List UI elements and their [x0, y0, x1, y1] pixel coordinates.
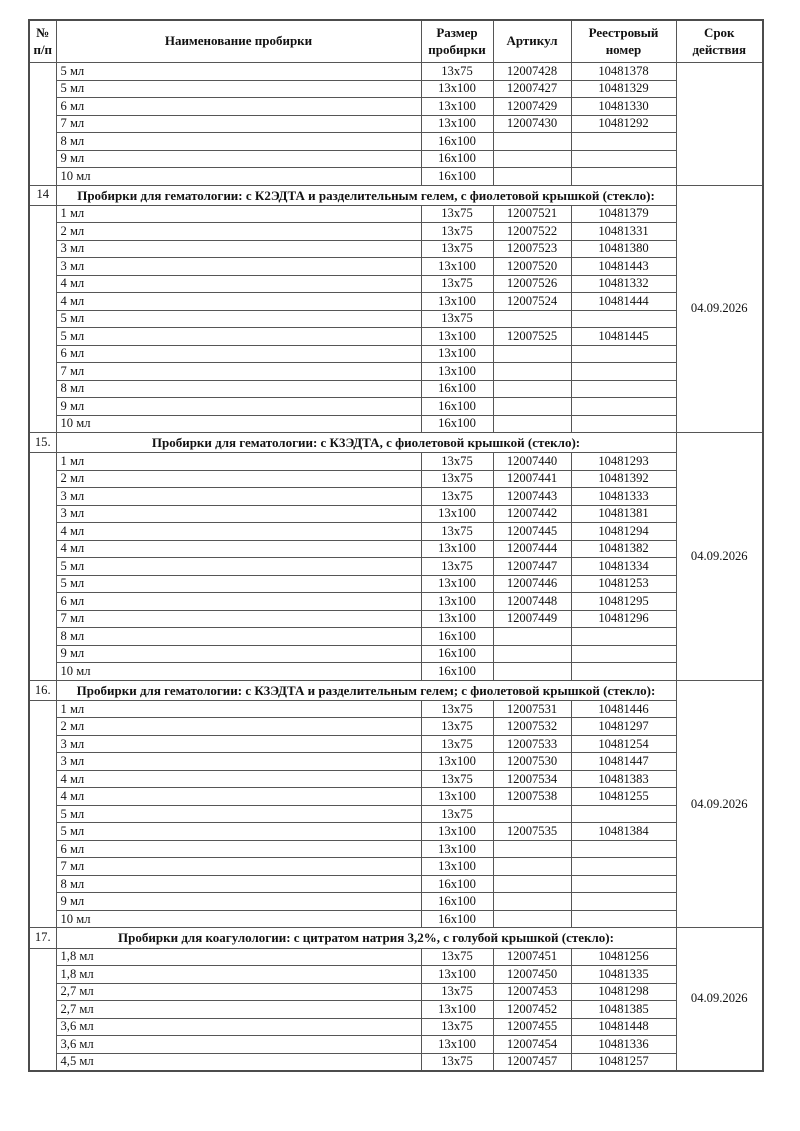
- tube-volume: 1 мл: [56, 453, 421, 471]
- registry-number: [571, 858, 676, 876]
- tube-volume: 4 мл: [56, 788, 421, 806]
- tube-volume: 5 мл: [56, 310, 421, 328]
- registry-number: 10481330: [571, 98, 676, 116]
- tube-volume: 1,8 мл: [56, 948, 421, 966]
- tube-size: 13x75: [421, 488, 493, 506]
- registry-number: [571, 893, 676, 911]
- column-header-expiry: Срок действия: [676, 20, 763, 63]
- tube-volume: 7 мл: [56, 363, 421, 381]
- article-number: [493, 840, 571, 858]
- table-row: [29, 1018, 763, 1036]
- section-title: Пробирки для гематологии: с К3ЭДТА и разделительным гелем; с фиолетовой крышкой (стекло):: [56, 680, 676, 700]
- article-number: [493, 363, 571, 381]
- registry-number: 10481292: [571, 115, 676, 133]
- table-row: [29, 150, 763, 168]
- tube-size: 16x100: [421, 380, 493, 398]
- tube-size: 16x100: [421, 150, 493, 168]
- tube-volume: 10 мл: [56, 415, 421, 433]
- table-row: [29, 645, 763, 663]
- article-number: 12007531: [493, 700, 571, 718]
- registry-number: 10481443: [571, 258, 676, 276]
- table-row: [29, 910, 763, 928]
- table-header-row: [29, 20, 763, 63]
- table-row: [29, 293, 763, 311]
- tube-volume: 10 мл: [56, 663, 421, 681]
- article-number: [493, 645, 571, 663]
- tube-size: 13x100: [421, 345, 493, 363]
- tube-size: 13x100: [421, 540, 493, 558]
- tube-volume: 4 мл: [56, 770, 421, 788]
- tube-size: 13x100: [421, 840, 493, 858]
- table-row: [29, 893, 763, 911]
- registry-number: [571, 910, 676, 928]
- registry-number: 10481392: [571, 470, 676, 488]
- tube-volume: 4 мл: [56, 523, 421, 541]
- table-row: [29, 805, 763, 823]
- table-row: [29, 115, 763, 133]
- table-row: [29, 610, 763, 628]
- tube-size: 13x100: [421, 98, 493, 116]
- expiry-date: 04.09.2026: [676, 680, 763, 928]
- tube-size: 16x100: [421, 398, 493, 416]
- table-row: [29, 380, 763, 398]
- article-number: [493, 398, 571, 416]
- tube-size: 16x100: [421, 875, 493, 893]
- article-number: 12007521: [493, 205, 571, 223]
- registry-number: 10481255: [571, 788, 676, 806]
- tube-size: 13x100: [421, 293, 493, 311]
- article-number: 12007447: [493, 558, 571, 576]
- tube-volume: 9 мл: [56, 150, 421, 168]
- table-row: [29, 1053, 763, 1071]
- registry-number: 10481382: [571, 540, 676, 558]
- tube-volume: 8 мл: [56, 380, 421, 398]
- section-number: 17.: [29, 928, 56, 948]
- article-number: 12007457: [493, 1053, 571, 1071]
- table-row: [29, 205, 763, 223]
- registry-number: [571, 168, 676, 186]
- registry-number: 10481331: [571, 223, 676, 241]
- tube-size: 13x75: [421, 805, 493, 823]
- registry-number: 10481295: [571, 593, 676, 611]
- tube-volume: 3 мл: [56, 240, 421, 258]
- article-number: [493, 310, 571, 328]
- tube-volume: 8 мл: [56, 875, 421, 893]
- tube-size: 13x100: [421, 593, 493, 611]
- registry-number: 10481445: [571, 328, 676, 346]
- registry-number: [571, 345, 676, 363]
- registry-number: 10481448: [571, 1018, 676, 1036]
- section-header-row: [29, 433, 763, 453]
- tube-volume: 5 мл: [56, 558, 421, 576]
- table-row: [29, 398, 763, 416]
- registry-number: 10481335: [571, 966, 676, 984]
- table-row: [29, 983, 763, 1001]
- registry-number: 10481384: [571, 823, 676, 841]
- table-row: [29, 628, 763, 646]
- table-row: [29, 223, 763, 241]
- table-row: [29, 363, 763, 381]
- article-number: [493, 875, 571, 893]
- table-row: [29, 345, 763, 363]
- article-number: [493, 628, 571, 646]
- registry-number: 10481378: [571, 63, 676, 81]
- registry-number: [571, 875, 676, 893]
- article-number: [493, 858, 571, 876]
- article-number: 12007533: [493, 735, 571, 753]
- table-row: [29, 558, 763, 576]
- article-number: 12007452: [493, 1001, 571, 1019]
- table-row: [29, 875, 763, 893]
- table-row: [29, 700, 763, 718]
- registry-number: 10481379: [571, 205, 676, 223]
- registry-number: 10481385: [571, 1001, 676, 1019]
- registry-number: 10481329: [571, 80, 676, 98]
- column-header-registry: Реестровый номер: [571, 20, 676, 63]
- tube-volume: 5 мл: [56, 805, 421, 823]
- registry-number: 10481336: [571, 1036, 676, 1054]
- table-row: [29, 523, 763, 541]
- article-number: [493, 805, 571, 823]
- tube-volume: 6 мл: [56, 593, 421, 611]
- registry-number: [571, 380, 676, 398]
- article-number: 12007453: [493, 983, 571, 1001]
- tube-size: 13x100: [421, 823, 493, 841]
- tube-size: 13x75: [421, 453, 493, 471]
- tube-size: 13x100: [421, 575, 493, 593]
- tube-size: 16x100: [421, 910, 493, 928]
- column-header-size: Размер пробирки: [421, 20, 493, 63]
- tubes-registry-table: [28, 19, 764, 1072]
- table-row: [29, 540, 763, 558]
- article-number: [493, 415, 571, 433]
- table-row: [29, 753, 763, 771]
- registry-number: 10481381: [571, 505, 676, 523]
- tube-table-body: [29, 63, 763, 1071]
- tube-size: 13x100: [421, 328, 493, 346]
- article-number: 12007427: [493, 80, 571, 98]
- tube-size: 13x75: [421, 240, 493, 258]
- tube-volume: 3,6 мл: [56, 1036, 421, 1054]
- article-number: 12007441: [493, 470, 571, 488]
- table-row: [29, 593, 763, 611]
- section-number: 14: [29, 185, 56, 205]
- table-row: [29, 80, 763, 98]
- article-number: 12007526: [493, 275, 571, 293]
- table-row: [29, 240, 763, 258]
- tube-volume: 7 мл: [56, 610, 421, 628]
- section-title: Пробирки для коагулологии: с цитратом натрия 3,2%, с голубой крышкой (стекло):: [56, 928, 676, 948]
- section-number: 16.: [29, 680, 56, 700]
- tube-size: 13x75: [421, 718, 493, 736]
- article-number: 12007445: [493, 523, 571, 541]
- article-number: 12007449: [493, 610, 571, 628]
- tube-size: 13x75: [421, 770, 493, 788]
- table-row: [29, 63, 763, 81]
- tube-size: 13x100: [421, 363, 493, 381]
- tube-size: 13x100: [421, 858, 493, 876]
- table-row: [29, 168, 763, 186]
- tube-size: 13x75: [421, 983, 493, 1001]
- tube-volume: 8 мл: [56, 133, 421, 151]
- article-number: 12007450: [493, 966, 571, 984]
- table-row: [29, 858, 763, 876]
- tube-volume: 2 мл: [56, 718, 421, 736]
- tube-size: 13x75: [421, 63, 493, 81]
- article-number: [493, 345, 571, 363]
- tube-size: 13x75: [421, 735, 493, 753]
- tube-volume: 5 мл: [56, 63, 421, 81]
- table-row: [29, 966, 763, 984]
- registry-number: 10481256: [571, 948, 676, 966]
- table-row: [29, 453, 763, 471]
- article-number: [493, 663, 571, 681]
- registry-number: 10481334: [571, 558, 676, 576]
- tube-size: 16x100: [421, 628, 493, 646]
- registry-number: 10481380: [571, 240, 676, 258]
- tube-volume: 1,8 мл: [56, 966, 421, 984]
- tube-volume: 8 мл: [56, 628, 421, 646]
- tube-size: 13x75: [421, 1053, 493, 1071]
- table-row: [29, 470, 763, 488]
- tube-volume: 4 мл: [56, 540, 421, 558]
- article-number: 12007520: [493, 258, 571, 276]
- expiry-date: 04.09.2026: [676, 928, 763, 1071]
- article-number: [493, 910, 571, 928]
- table-row: [29, 788, 763, 806]
- table-row: [29, 735, 763, 753]
- registry-number: 10481294: [571, 523, 676, 541]
- table-row: [29, 505, 763, 523]
- tube-size: 16x100: [421, 663, 493, 681]
- tube-volume: 3 мл: [56, 258, 421, 276]
- article-number: [493, 893, 571, 911]
- article-number: 12007448: [493, 593, 571, 611]
- tube-size: 13x100: [421, 1001, 493, 1019]
- registry-number: [571, 840, 676, 858]
- table-row: [29, 328, 763, 346]
- tube-volume: 6 мл: [56, 98, 421, 116]
- tube-size: 13x75: [421, 558, 493, 576]
- registry-number: 10481253: [571, 575, 676, 593]
- tube-size: 13x75: [421, 523, 493, 541]
- registry-number: 10481298: [571, 983, 676, 1001]
- tube-size: 13x100: [421, 80, 493, 98]
- article-number: 12007451: [493, 948, 571, 966]
- table-row: [29, 575, 763, 593]
- section-header-row: [29, 680, 763, 700]
- table-row: [29, 840, 763, 858]
- expiry-date: [676, 63, 763, 186]
- row-number-space: [29, 205, 56, 433]
- registry-number: 10481444: [571, 293, 676, 311]
- registry-number: [571, 663, 676, 681]
- column-header-article: Артикул: [493, 20, 571, 63]
- table-row: [29, 1001, 763, 1019]
- registry-number: [571, 645, 676, 663]
- row-number-space: [29, 63, 56, 186]
- tube-volume: 7 мл: [56, 858, 421, 876]
- registry-number: 10481296: [571, 610, 676, 628]
- tube-size: 16x100: [421, 645, 493, 663]
- article-number: 12007443: [493, 488, 571, 506]
- tube-size: 16x100: [421, 133, 493, 151]
- article-number: [493, 150, 571, 168]
- tube-volume: 10 мл: [56, 168, 421, 186]
- tube-size: 13x75: [421, 275, 493, 293]
- tube-volume: 9 мл: [56, 398, 421, 416]
- tube-volume: 4 мл: [56, 275, 421, 293]
- article-number: 12007534: [493, 770, 571, 788]
- tube-volume: 10 мл: [56, 910, 421, 928]
- tube-size: 13x100: [421, 788, 493, 806]
- tube-volume: 2 мл: [56, 223, 421, 241]
- tube-volume: 3 мл: [56, 505, 421, 523]
- registry-number: [571, 628, 676, 646]
- tube-size: 16x100: [421, 893, 493, 911]
- article-number: 12007444: [493, 540, 571, 558]
- tube-volume: 3,6 мл: [56, 1018, 421, 1036]
- tube-size: 16x100: [421, 415, 493, 433]
- column-header-name: Наименование пробирки: [56, 20, 421, 63]
- table-row: [29, 275, 763, 293]
- table-row: [29, 718, 763, 736]
- expiry-date: 04.09.2026: [676, 433, 763, 681]
- tube-size: 16x100: [421, 168, 493, 186]
- table-row: [29, 770, 763, 788]
- tube-size: 13x100: [421, 610, 493, 628]
- registry-number: [571, 133, 676, 151]
- registry-number: [571, 805, 676, 823]
- article-number: 12007530: [493, 753, 571, 771]
- article-number: 12007454: [493, 1036, 571, 1054]
- article-number: 12007429: [493, 98, 571, 116]
- registry-number: [571, 415, 676, 433]
- article-number: 12007428: [493, 63, 571, 81]
- tube-volume: 9 мл: [56, 645, 421, 663]
- article-number: 12007446: [493, 575, 571, 593]
- tube-volume: 5 мл: [56, 575, 421, 593]
- article-number: [493, 133, 571, 151]
- registry-number: 10481257: [571, 1053, 676, 1071]
- section-number: 15.: [29, 433, 56, 453]
- tube-size: 13x75: [421, 310, 493, 328]
- tube-volume: 6 мл: [56, 840, 421, 858]
- expiry-date: 04.09.2026: [676, 185, 763, 433]
- tube-size: 13x100: [421, 753, 493, 771]
- section-header-row: [29, 185, 763, 205]
- registry-number: 10481333: [571, 488, 676, 506]
- row-number-space: [29, 948, 56, 1071]
- tube-volume: 2 мл: [56, 470, 421, 488]
- tube-volume: 3 мл: [56, 735, 421, 753]
- tube-size: 13x75: [421, 205, 493, 223]
- registry-number: [571, 310, 676, 328]
- table-row: [29, 258, 763, 276]
- table-row: [29, 823, 763, 841]
- column-header-index: № п/п: [29, 20, 56, 63]
- registry-number: 10481447: [571, 753, 676, 771]
- section-title: Пробирки для гематологии: с К3ЭДТА, с фиолетовой крышкой (стекло):: [56, 433, 676, 453]
- article-number: 12007440: [493, 453, 571, 471]
- tube-volume: 5 мл: [56, 80, 421, 98]
- tube-size: 13x75: [421, 948, 493, 966]
- article-number: 12007455: [493, 1018, 571, 1036]
- article-number: 12007525: [493, 328, 571, 346]
- registry-number: 10481446: [571, 700, 676, 718]
- article-number: 12007538: [493, 788, 571, 806]
- tube-size: 13x75: [421, 700, 493, 718]
- table-row: [29, 488, 763, 506]
- registry-number: 10481293: [571, 453, 676, 471]
- tube-volume: 7 мл: [56, 115, 421, 133]
- article-number: [493, 168, 571, 186]
- table-row: [29, 310, 763, 328]
- tube-volume: 3 мл: [56, 753, 421, 771]
- article-number: 12007442: [493, 505, 571, 523]
- tube-volume: 6 мл: [56, 345, 421, 363]
- tube-size: 13x75: [421, 1018, 493, 1036]
- table-row: [29, 133, 763, 151]
- article-number: [493, 380, 571, 398]
- table-row: [29, 663, 763, 681]
- tube-volume: 5 мл: [56, 823, 421, 841]
- tube-size: 13x75: [421, 470, 493, 488]
- tube-volume: 1 мл: [56, 205, 421, 223]
- tube-size: 13x100: [421, 258, 493, 276]
- registry-number: 10481297: [571, 718, 676, 736]
- tube-volume: 9 мл: [56, 893, 421, 911]
- tube-volume: 2,7 мл: [56, 1001, 421, 1019]
- section-header-row: [29, 928, 763, 948]
- article-number: 12007430: [493, 115, 571, 133]
- registry-number: 10481254: [571, 735, 676, 753]
- article-number: 12007522: [493, 223, 571, 241]
- tube-volume: 3 мл: [56, 488, 421, 506]
- registry-number: [571, 363, 676, 381]
- section-title: Пробирки для гематологии: с К2ЭДТА и разделительным гелем, с фиолетовой крышкой (стекло):: [56, 185, 676, 205]
- registry-number: 10481332: [571, 275, 676, 293]
- tube-size: 13x100: [421, 505, 493, 523]
- article-number: 12007532: [493, 718, 571, 736]
- row-number-space: [29, 453, 56, 681]
- table-header: [29, 20, 763, 63]
- tube-volume: 1 мл: [56, 700, 421, 718]
- tube-volume: 2,7 мл: [56, 983, 421, 1001]
- tube-size: 13x100: [421, 115, 493, 133]
- row-number-space: [29, 700, 56, 928]
- table-row: [29, 98, 763, 116]
- article-number: 12007524: [493, 293, 571, 311]
- registry-number: 10481383: [571, 770, 676, 788]
- tube-volume: 4,5 мл: [56, 1053, 421, 1071]
- table-row: [29, 948, 763, 966]
- article-number: 12007535: [493, 823, 571, 841]
- table-row: [29, 1036, 763, 1054]
- tube-volume: 4 мл: [56, 293, 421, 311]
- tube-size: 13x100: [421, 966, 493, 984]
- article-number: 12007523: [493, 240, 571, 258]
- tube-volume: 5 мл: [56, 328, 421, 346]
- tube-size: 13x100: [421, 1036, 493, 1054]
- table-row: [29, 415, 763, 433]
- tube-size: 13x75: [421, 223, 493, 241]
- registry-number: [571, 150, 676, 168]
- registry-number: [571, 398, 676, 416]
